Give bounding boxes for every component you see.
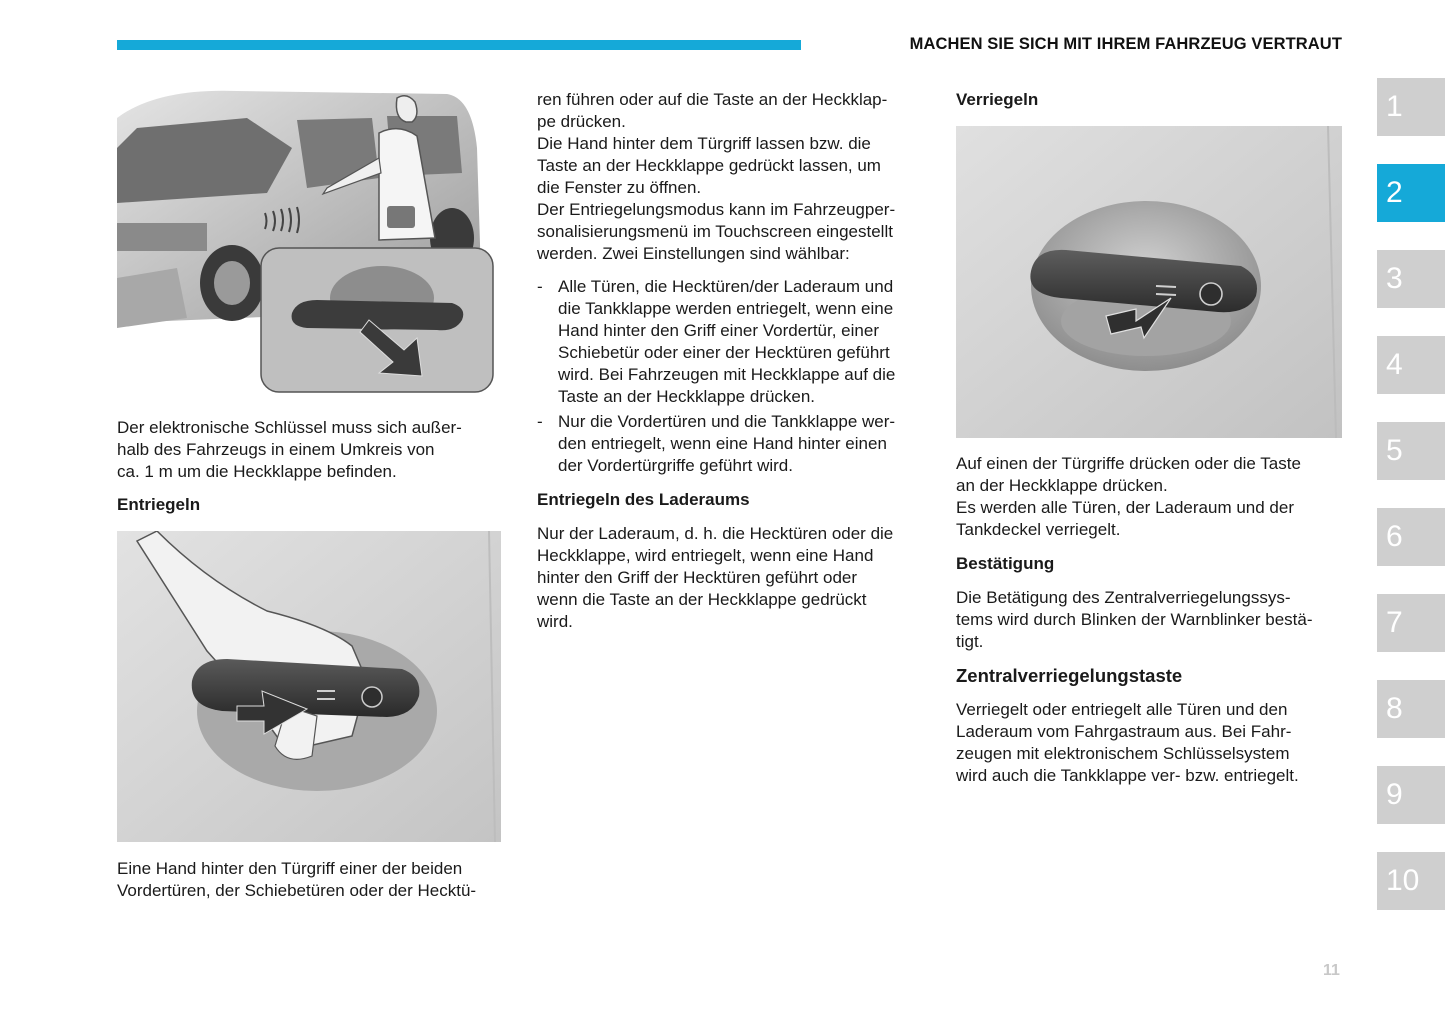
van-keyless-illustration (117, 88, 501, 396)
para-line: die Fenster zu öffnen. (537, 178, 702, 197)
para-line: tigt. (956, 632, 984, 651)
list-line: Taste an der Heckklappe drücken. (558, 387, 816, 406)
list-line: der Vordertürgriffe geführt wird. (558, 456, 793, 475)
para-line: sonalisierungsmenü im Touchscreen eingestellt (537, 222, 893, 241)
chapter-tab-3[interactable]: 3 (1377, 250, 1445, 308)
chapter-tab-4[interactable]: 4 (1377, 336, 1445, 394)
list-line: den entriegelt, wenn eine Hand hinter einen (558, 434, 887, 453)
heading-entriegeln: Entriegeln (117, 495, 201, 514)
caption-line: Eine Hand hinter den Türgriff einer der beiden (117, 859, 463, 878)
page-number: 11 (1323, 962, 1340, 979)
chapter-tab-10[interactable]: 10 (1377, 852, 1445, 910)
chapter-tab-1[interactable]: 1 (1377, 78, 1445, 136)
chapter-tab-5[interactable]: 5 (1377, 422, 1445, 480)
chapter-title: MACHEN SIE SICH MIT IHREM FAHRZEUG VERTRAUT (909, 35, 1342, 53)
settings-list (537, 276, 932, 477)
para-line: Verriegelt oder entriegelt alle Türen und den (956, 700, 1288, 719)
intro-line: Der elektronische Schlüssel muss sich außer- (117, 418, 462, 437)
para-line: Taste an der Heckklappe gedrückt lassen, um (537, 156, 881, 175)
para-line: hinter den Griff der Hecktüren geführt oder (537, 568, 858, 587)
lock-handle-illustration (956, 126, 1342, 438)
list-dash: - (537, 412, 543, 431)
unlock-handle-illustration (117, 531, 501, 842)
heading-bestaetigung: Bestätigung (956, 554, 1055, 573)
col1-heading (117, 494, 501, 516)
header-accent-bar (117, 40, 801, 50)
chapter-tab-2[interactable]: 2 (1377, 164, 1445, 222)
para-line: werden. Zwei Einstellungen sind wählbar: (537, 244, 850, 263)
list-item (537, 411, 932, 477)
para-line: ren führen oder auf die Taste an der Heckklap- (537, 90, 888, 109)
para-line: zeugen mit elektronischem Schlüsselsystem (956, 744, 1290, 763)
para-line: Der Entriegelungsmodus kann im Fahrzeugper- (537, 200, 896, 219)
para-line: Auf einen der Türgriffe drücken oder die Taste (956, 454, 1301, 473)
para-line: Nur der Laderaum, d. h. die Hecktüren oder die (537, 524, 894, 543)
caption-line: Vordertüren, der Schiebetüren oder der Hecktü- (117, 881, 477, 900)
para-line: wird auch die Tankklappe ver- bzw. entriegelt. (956, 766, 1299, 785)
heading-verriegeln: Verriegeln (956, 90, 1039, 109)
list-line: wird. Bei Fahrzeugen mit Heckklappe auf die (558, 365, 896, 384)
col3-text (956, 453, 1351, 787)
col3-heading-lock (956, 89, 1346, 111)
list-line: Alle Türen, die Hecktüren/der Laderaum und (558, 277, 894, 296)
para-line: wird. (537, 612, 573, 631)
para-line: an der Heckklappe drücken. (956, 476, 1168, 495)
list-line: Schiebetür oder einer der Hecktüren geführt (558, 343, 890, 362)
col1-intro (117, 417, 501, 483)
confirm-paragraph (956, 587, 1351, 653)
list-item (537, 276, 932, 408)
heading-zentralverriegelungstaste: Zentralverriegelungstaste (956, 665, 1183, 686)
col2-text (537, 89, 932, 633)
para-line: Die Betätigung des Zentralverriegelungssys- (956, 588, 1291, 607)
cargo-paragraph (537, 523, 932, 633)
para-line: wenn die Taste an der Heckklappe gedrückt (537, 590, 867, 609)
para-line: Tankdeckel verriegelt. (956, 520, 1121, 539)
para-line: Die Hand hinter dem Türgriff lassen bzw. die (537, 134, 871, 153)
list-line: Hand hinter den Griff einer Vordertür, einer (558, 321, 879, 340)
chapter-tab-9[interactable]: 9 (1377, 766, 1445, 824)
intro-line: ca. 1 m um die Heckklappe befinden. (117, 462, 397, 481)
chapter-tab-6[interactable]: 6 (1377, 508, 1445, 566)
para-line: pe drücken. (537, 112, 626, 131)
chapter-tab-7[interactable]: 7 (1377, 594, 1445, 652)
list-line: Nur die Vordertüren und die Tankklappe wer- (558, 412, 896, 431)
para-line: Heckklappe, wird entriegelt, wenn eine Hand (537, 546, 874, 565)
col1-caption (117, 858, 507, 902)
list-dash: - (537, 277, 543, 296)
intro-line: halb des Fahrzeugs in einem Umkreis von (117, 440, 435, 459)
list-line: die Tankklappe werden entriegelt, wenn eine (558, 299, 894, 318)
central-paragraph (956, 699, 1351, 787)
para-line: Es werden alle Türen, der Laderaum und der (956, 498, 1294, 517)
para-line: tems wird durch Blinken der Warnblinker bestä- (956, 610, 1313, 629)
heading-cargo-unlock: Entriegeln des Laderaums (537, 490, 750, 509)
chapter-tab-8[interactable]: 8 (1377, 680, 1445, 738)
para-line: Laderaum vom Fahrgastraum aus. Bei Fahr- (956, 722, 1292, 741)
